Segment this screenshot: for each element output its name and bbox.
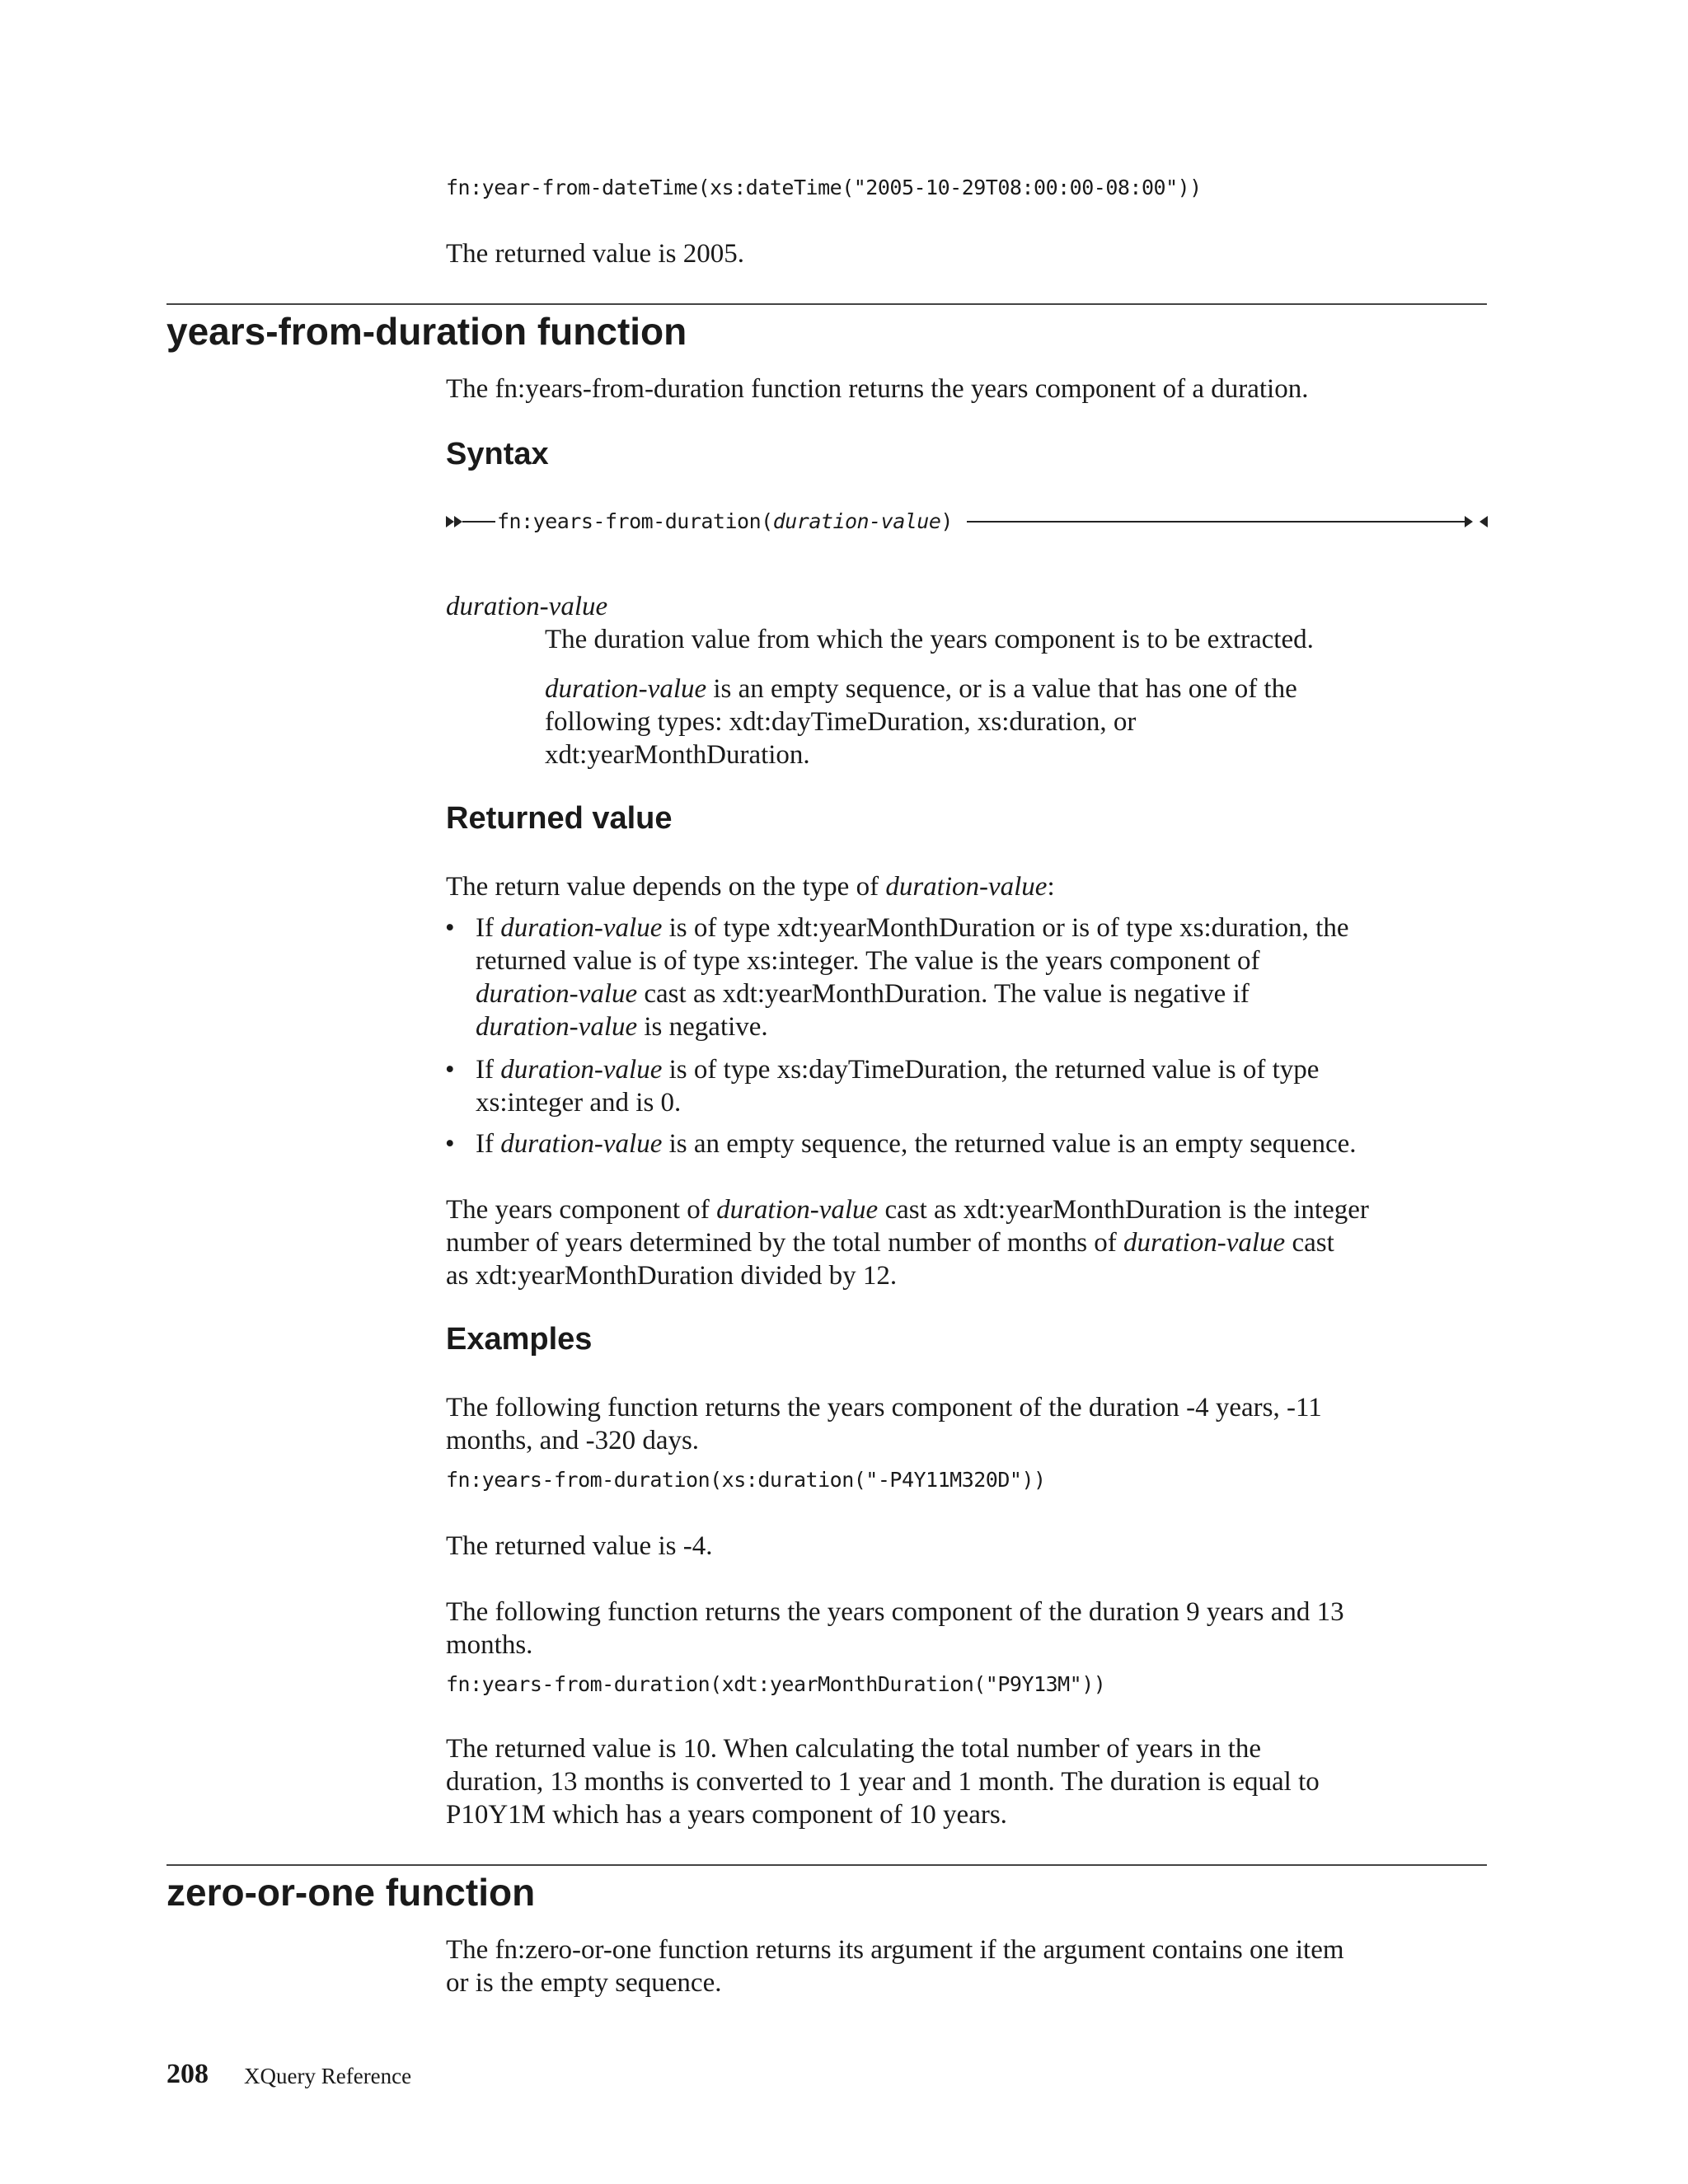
example2-description: The following function returns the years component of the duration 9 years and 13 months.: [446, 1597, 1344, 1660]
param-types-text: duration-value is an empty sequence, or is a value that has one of the following types: xdt:dayTimeDuration, xs:duration, or xdt:yearMonthDuration.: [545, 674, 1297, 770]
syntax-diagram: [446, 508, 1488, 541]
bullet-marker: •: [445, 1055, 455, 1085]
years-component-paragraph: The years component of duration-value cast as xdt:yearMonthDuration is the integer number of years determined by the total number of months of duration-value cast as xdt:yearMonthDuration divided by 12.: [446, 1195, 1369, 1291]
bullet-empty-sequence: If duration-value is an empty sequence, the returned value is an empty sequence.: [476, 1129, 1357, 1159]
example1-result: The returned value is -4.: [446, 1531, 713, 1561]
section-divider: [166, 303, 1487, 305]
syntax-function-signature: fn:years-from-duration(duration-value): [497, 509, 956, 535]
code-example-year-from-datetime: fn:year-from-dateTime(xs:dateTime("2005-10-29T08:00:00-08:00")): [446, 176, 1202, 199]
bullet-marker: •: [445, 913, 455, 943]
examples-heading: Examples: [446, 1322, 593, 1357]
section-intro: The fn:years-from-duration function returns the years component of a duration.: [446, 374, 1309, 404]
bullet-marker: •: [445, 1129, 455, 1159]
zero-or-one-intro: The fn:zero-or-one function returns its argument if the argument contains one item or is the empty sequence.: [446, 1935, 1344, 1998]
bullet-daytime: If duration-value is of type xs:dayTimeDuration, the returned value is of type xs:integer and is 0.: [476, 1055, 1320, 1118]
bullet-yearmonth: If duration-value is of type xdt:yearMonthDuration or is of type xs:duration, the returned value is of type xs:integer. The value is the years component of duration-value cast as xdt:yearMonthDuration. The value is negative if duration-value is negative.: [476, 913, 1349, 1042]
param-description: The duration value from which the years component is to be extracted.: [545, 625, 1314, 654]
section-title-zero-or-one: zero-or-one function: [166, 1871, 536, 1914]
returned-value-heading: Returned value: [446, 801, 673, 836]
result-text: The returned value is 2005.: [446, 239, 744, 269]
example2-code: fn:years-from-duration(xdt:yearMonthDuration("P9Y13M")): [446, 1672, 1106, 1696]
returned-intro: The return value depends on the type of duration-value:: [446, 872, 1055, 902]
section-divider: [166, 1864, 1487, 1866]
page-number: 208: [166, 2059, 209, 2089]
param-term: duration-value: [446, 592, 608, 621]
book-title: XQuery Reference: [244, 2064, 412, 2088]
example1-description: The following function returns the years component of the duration -4 years, -11 months, and -320 days.: [446, 1393, 1322, 1455]
syntax-heading: Syntax: [446, 437, 549, 471]
section-title-years-from-duration: years-from-duration function: [166, 310, 687, 353]
example1-code: fn:years-from-duration(xs:duration("-P4Y11M320D")): [446, 1468, 1046, 1492]
example2-result: The returned value is 10. When calculating the total number of years in the duration, 13 months is converted to 1 year and 1 month. The duration is equal to P10Y1M which has a years component of 10 years.: [446, 1734, 1320, 1830]
